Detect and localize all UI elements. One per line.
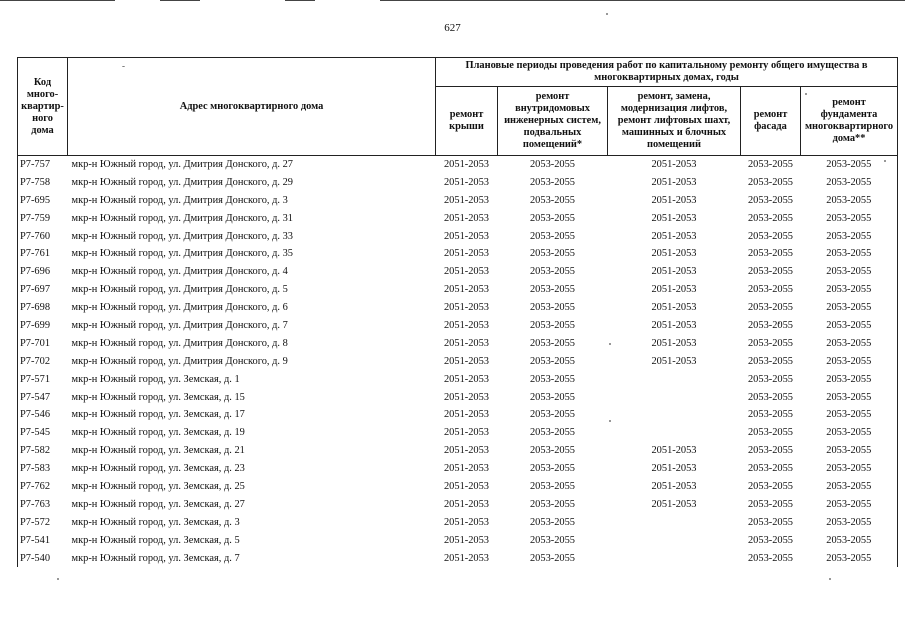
- header-code-line: квартир-: [21, 100, 64, 112]
- table-row: [18, 317, 898, 335]
- cell-roof: 2051-2053: [443, 266, 490, 278]
- table-row: [18, 478, 898, 496]
- cell-lifts: [608, 406, 741, 424]
- page-number: 627: [444, 22, 461, 34]
- cell-systems: 2053-2055: [529, 176, 576, 188]
- cell-foundation: 2053-2055: [801, 299, 898, 317]
- cell-facade: 2053-2055: [747, 248, 794, 260]
- cell-systems: 2053-2055: [529, 194, 576, 206]
- cell-code: Р7-702: [18, 353, 68, 371]
- cell-systems: 2053-2055: [529, 158, 576, 170]
- cell-facade: 2053-2055: [747, 463, 794, 475]
- cell-code: Р7-701: [18, 335, 68, 353]
- cell-systems: 2053-2055: [529, 230, 576, 242]
- cell-address: мкр-н Южный город, ул. Дмитрия Донского, д. 27: [71, 158, 293, 170]
- cell-roof: 2051-2053: [443, 212, 490, 224]
- table-row: [18, 299, 898, 317]
- cell-systems: 2053-2055: [529, 391, 576, 403]
- cell-lifts: 2051-2053: [651, 302, 697, 314]
- table-row: [18, 210, 898, 228]
- cell-roof: 2051-2053: [443, 373, 490, 385]
- cell-code: Р7-757: [18, 156, 68, 174]
- cell-lifts: 2051-2053: [651, 498, 697, 510]
- cell-lifts: 2051-2053: [651, 319, 697, 331]
- cell-roof: 2051-2053: [443, 284, 490, 296]
- cell-address: мкр-н Южный город, ул. Земская, д. 1: [71, 373, 240, 385]
- cell-lifts: 2051-2053: [651, 445, 697, 457]
- cell-address: мкр-н Южный город, ул. Земская, д. 5: [71, 534, 240, 546]
- cell-code: Р7-582: [18, 442, 68, 460]
- cell-roof: 2051-2053: [443, 355, 490, 367]
- header-address: Адрес многоквартирного дома: [68, 58, 436, 156]
- cell-roof: 2051-2053: [443, 463, 490, 475]
- cell-systems: 2053-2055: [529, 498, 576, 510]
- cell-lifts: [608, 514, 741, 532]
- cell-facade: 2053-2055: [747, 516, 794, 528]
- header-roof: ремонт крыши: [436, 87, 498, 156]
- cell-facade: 2053-2055: [747, 302, 794, 314]
- cell-lifts: 2051-2053: [651, 194, 697, 206]
- cell-address: мкр-н Южный город, ул. Дмитрия Донского, д. 3: [71, 194, 288, 206]
- cell-foundation: 2053-2055: [801, 532, 898, 550]
- cell-systems: 2053-2055: [529, 480, 576, 492]
- cell-foundation: 2053-2055: [801, 281, 898, 299]
- cell-code: Р7-540: [18, 550, 68, 568]
- cell-foundation: 2053-2055: [801, 406, 898, 424]
- table-row: [18, 353, 898, 371]
- cell-roof: 2051-2053: [443, 427, 490, 439]
- cell-code: Р7-696: [18, 263, 68, 281]
- header-code-line: дома: [31, 124, 54, 136]
- cell-address: мкр-н Южный город, ул. Земская, д. 3: [71, 516, 240, 528]
- header-systems: ремонт внутридомовых инженерных систем, подвальных помещений*: [498, 87, 608, 156]
- cell-address: мкр-н Южный город, ул. Дмитрия Донского, д. 29: [71, 176, 293, 188]
- cell-facade: 2053-2055: [747, 158, 794, 170]
- cell-roof: 2051-2053: [443, 409, 490, 421]
- cell-roof: 2051-2053: [443, 445, 490, 457]
- cell-lifts: 2051-2053: [651, 463, 697, 475]
- table-row: [18, 532, 898, 550]
- cell-foundation: 2053-2055: [801, 514, 898, 532]
- scan-artifact-line: [285, 0, 315, 1]
- cell-systems: 2053-2055: [529, 409, 576, 421]
- cell-facade: 2053-2055: [747, 427, 794, 439]
- cell-code: Р7-697: [18, 281, 68, 299]
- cell-facade: 2053-2055: [747, 284, 794, 296]
- header-code-line: много-: [26, 88, 59, 100]
- cell-address: мкр-н Южный город, ул. Дмитрия Донского, д. 7: [71, 319, 288, 331]
- table-row: [18, 192, 898, 210]
- cell-lifts: 2051-2053: [651, 230, 697, 242]
- cell-lifts: 2051-2053: [651, 355, 697, 367]
- cell-roof: 2051-2053: [443, 391, 490, 403]
- cell-address: мкр-н Южный город, ул. Дмитрия Донского, д. 33: [71, 230, 293, 242]
- cell-address: мкр-н Южный город, ул. Дмитрия Донского, д. 4: [71, 266, 288, 278]
- scan-speck: [829, 578, 831, 580]
- cell-address: мкр-н Южный город, ул. Дмитрия Донского, д. 8: [71, 337, 288, 349]
- cell-facade: 2053-2055: [747, 552, 794, 564]
- cell-roof: 2051-2053: [443, 337, 490, 349]
- cell-facade: 2053-2055: [747, 498, 794, 510]
- cell-foundation: 2053-2055: [801, 460, 898, 478]
- cell-foundation: 2053-2055: [801, 478, 898, 496]
- cell-roof: 2051-2053: [443, 158, 490, 170]
- table-row: [18, 263, 898, 281]
- table-row: [18, 550, 898, 568]
- cell-code: Р7-699: [18, 317, 68, 335]
- cell-code: Р7-541: [18, 532, 68, 550]
- scan-speck: [606, 13, 608, 15]
- cell-lifts: 2051-2053: [651, 176, 697, 188]
- cell-facade: 2053-2055: [747, 373, 794, 385]
- cell-foundation: 2053-2055: [801, 317, 898, 335]
- scan-artifact-line: [160, 0, 200, 1]
- cell-address: мкр-н Южный город, ул. Земская, д. 27: [71, 498, 245, 510]
- cell-address: мкр-н Южный город, ул. Земская, д. 7: [71, 552, 240, 564]
- cell-systems: 2053-2055: [529, 284, 576, 296]
- table-row: [18, 406, 898, 424]
- cell-foundation: 2053-2055: [801, 192, 898, 210]
- cell-roof: 2051-2053: [443, 498, 490, 510]
- cell-address: мкр-н Южный город, ул. Земская, д. 15: [71, 391, 245, 403]
- cell-address: мкр-н Южный город, ул. Земская, д. 23: [71, 463, 245, 475]
- cell-foundation: 2053-2055: [801, 371, 898, 389]
- header-code-line: ного: [32, 112, 53, 124]
- table-row: [18, 496, 898, 514]
- cell-code: Р7-695: [18, 192, 68, 210]
- cell-facade: 2053-2055: [747, 391, 794, 403]
- cell-systems: 2053-2055: [529, 463, 576, 475]
- cell-systems: 2053-2055: [529, 427, 576, 439]
- cell-code: Р7-760: [18, 228, 68, 246]
- cell-foundation: 2053-2055: [801, 228, 898, 246]
- header-code-line: Код: [33, 76, 52, 88]
- cell-roof: 2051-2053: [443, 552, 490, 564]
- table-row: [18, 442, 898, 460]
- cell-code: Р7-545: [18, 424, 68, 442]
- cell-roof: 2051-2053: [443, 302, 490, 314]
- cell-lifts: 2051-2053: [651, 248, 697, 260]
- cell-foundation: 2053-2055: [801, 550, 898, 568]
- cell-lifts: 2051-2053: [651, 480, 697, 492]
- cell-code: Р7-571: [18, 371, 68, 389]
- header-lifts: ремонт, замена, модернизация лифтов, ремонт лифтовых шахт, машинных и блочных помещений: [608, 87, 741, 156]
- cell-code: Р7-547: [18, 389, 68, 407]
- cell-code: Р7-762: [18, 478, 68, 496]
- cell-address: мкр-н Южный город, ул. Земская, д. 25: [71, 480, 245, 492]
- cell-lifts: [608, 532, 741, 550]
- cell-systems: 2053-2055: [529, 212, 576, 224]
- cell-roof: 2051-2053: [443, 534, 490, 546]
- table-row: [18, 424, 898, 442]
- cell-facade: 2053-2055: [747, 445, 794, 457]
- scan-speck: [57, 578, 59, 580]
- cell-lifts: 2051-2053: [651, 284, 697, 296]
- cell-foundation: 2053-2055: [801, 442, 898, 460]
- cell-foundation: 2053-2055: [801, 210, 898, 228]
- cell-address: мкр-н Южный город, ул. Земская, д. 17: [71, 409, 245, 421]
- cell-foundation: 2053-2055: [801, 156, 898, 174]
- table-row: [18, 228, 898, 246]
- cell-facade: 2053-2055: [747, 409, 794, 421]
- cell-lifts: 2051-2053: [651, 337, 697, 349]
- cell-lifts: 2051-2053: [651, 212, 697, 224]
- cell-systems: 2053-2055: [529, 302, 576, 314]
- cell-roof: 2051-2053: [443, 516, 490, 528]
- cell-systems: 2053-2055: [529, 355, 576, 367]
- cell-code: Р7-572: [18, 514, 68, 532]
- cell-systems: 2053-2055: [529, 534, 576, 546]
- cell-facade: 2053-2055: [747, 230, 794, 242]
- cell-code: Р7-698: [18, 299, 68, 317]
- cell-systems: 2053-2055: [529, 445, 576, 457]
- cell-facade: 2053-2055: [747, 534, 794, 546]
- cell-lifts: [608, 389, 741, 407]
- header-code: [18, 58, 68, 156]
- cell-roof: 2051-2053: [443, 248, 490, 260]
- cell-lifts: [608, 424, 741, 442]
- table-row: [18, 460, 898, 478]
- table-row: [18, 335, 898, 353]
- cell-code: Р7-761: [18, 245, 68, 263]
- cell-foundation: 2053-2055: [801, 335, 898, 353]
- cell-code: Р7-763: [18, 496, 68, 514]
- cell-address: мкр-н Южный город, ул. Земская, д. 21: [71, 445, 245, 457]
- cell-address: мкр-н Южный город, ул. Дмитрия Донского, д. 9: [71, 355, 288, 367]
- cell-facade: 2053-2055: [747, 176, 794, 188]
- cell-address: мкр-н Южный город, ул. Земская, д. 19: [71, 427, 245, 439]
- cell-systems: 2053-2055: [529, 266, 576, 278]
- cell-foundation: 2053-2055: [801, 174, 898, 192]
- cell-facade: 2053-2055: [747, 319, 794, 331]
- cell-address: мкр-н Южный город, ул. Дмитрия Донского, д. 35: [71, 248, 293, 260]
- scan-artifact-line: [0, 0, 115, 1]
- cell-roof: 2051-2053: [443, 194, 490, 206]
- cell-foundation: 2053-2055: [801, 496, 898, 514]
- cell-foundation: 2053-2055: [801, 353, 898, 371]
- cell-systems: 2053-2055: [529, 248, 576, 260]
- cell-facade: 2053-2055: [747, 355, 794, 367]
- cell-roof: 2051-2053: [443, 176, 490, 188]
- cell-systems: 2053-2055: [529, 373, 576, 385]
- table-row: [18, 156, 898, 174]
- cell-lifts: 2051-2053: [651, 158, 697, 170]
- cell-lifts: [608, 550, 741, 568]
- cell-address: мкр-н Южный город, ул. Дмитрия Донского, д. 31: [71, 212, 293, 224]
- cell-systems: 2053-2055: [529, 319, 576, 331]
- table-row: [18, 281, 898, 299]
- cell-foundation: 2053-2055: [801, 424, 898, 442]
- table-row: [18, 514, 898, 532]
- header-periods-title: Плановые периоды проведения работ по капитальному ремонту общего имущества в многоквартирных домах, годы: [436, 58, 898, 87]
- table-row: [18, 389, 898, 407]
- cell-address: мкр-н Южный город, ул. Дмитрия Донского, д. 6: [71, 302, 288, 314]
- cell-code: Р7-546: [18, 406, 68, 424]
- cell-foundation: 2053-2055: [801, 389, 898, 407]
- cell-facade: 2053-2055: [747, 337, 794, 349]
- table-row: [18, 174, 898, 192]
- cell-foundation: 2053-2055: [801, 245, 898, 263]
- cell-foundation: 2053-2055: [801, 263, 898, 281]
- cell-roof: 2051-2053: [443, 319, 490, 331]
- cell-roof: 2051-2053: [443, 480, 490, 492]
- cell-code: Р7-759: [18, 210, 68, 228]
- cell-systems: 2053-2055: [529, 516, 576, 528]
- table-body: [18, 156, 898, 568]
- scan-artifact-line: [380, 0, 905, 1]
- cell-lifts: 2051-2053: [651, 266, 697, 278]
- capital-repair-schedule-table: [17, 57, 898, 567]
- cell-systems: 2053-2055: [529, 337, 576, 349]
- cell-facade: 2053-2055: [747, 194, 794, 206]
- cell-lifts: [608, 371, 741, 389]
- cell-facade: 2053-2055: [747, 212, 794, 224]
- table-row: [18, 371, 898, 389]
- table-row: [18, 245, 898, 263]
- header-facade: ремонт фасада: [741, 87, 801, 156]
- cell-facade: 2053-2055: [747, 480, 794, 492]
- cell-roof: 2051-2053: [443, 230, 490, 242]
- cell-code: Р7-583: [18, 460, 68, 478]
- cell-systems: 2053-2055: [529, 552, 576, 564]
- header-foundation: ремонт фундамента многоквартирного дома**: [801, 87, 898, 156]
- cell-code: Р7-758: [18, 174, 68, 192]
- cell-address: мкр-н Южный город, ул. Дмитрия Донского, д. 5: [71, 284, 288, 296]
- cell-facade: 2053-2055: [747, 266, 794, 278]
